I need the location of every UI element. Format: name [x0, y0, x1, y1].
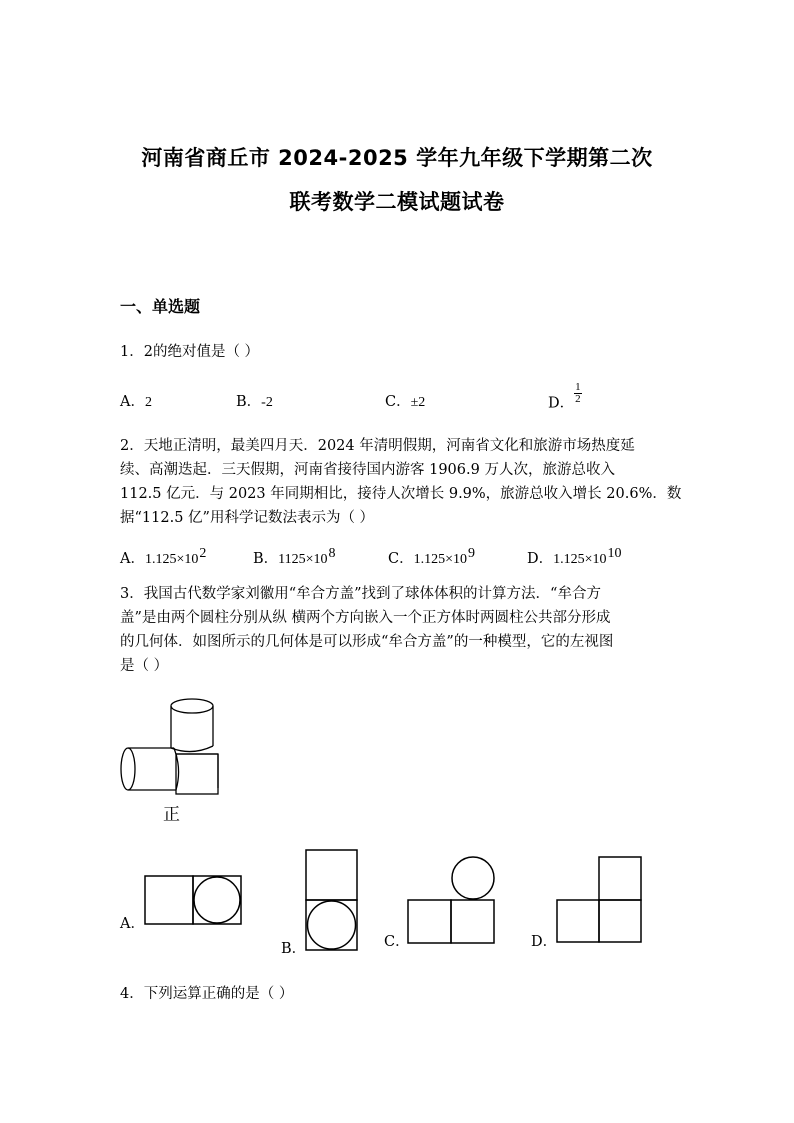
q3-option-b-figure: [305, 849, 359, 953]
q3-option-a-label: A．: [120, 916, 145, 932]
top-cylinder-bottom-arc: [171, 746, 213, 752]
exponent: 10: [607, 546, 622, 561]
option-label: A．: [120, 394, 145, 410]
top-cylinder-top-ellipse: [171, 699, 213, 713]
section-heading: 一、单选题: [120, 297, 201, 316]
square: [193, 876, 241, 924]
square: [557, 900, 599, 942]
circle: [194, 877, 240, 923]
q3-option-c-figure: [407, 856, 497, 946]
option-value: ±2: [410, 395, 426, 410]
option-label: D．: [527, 551, 554, 567]
question-4-text: 4．下列运算正确的是（ ）: [120, 986, 294, 1002]
cube-front-face: [176, 754, 218, 794]
q2-option-d: [527, 546, 622, 568]
square: [408, 900, 451, 943]
page-title-line1: 河南省商丘市 2024-2025 学年九年级下学期第二次: [141, 146, 653, 170]
option-label: C．: [388, 551, 414, 567]
question-3-line: 是（ ）: [120, 658, 169, 674]
option-label: C．: [385, 394, 411, 410]
circle: [308, 901, 356, 949]
option-label: A．: [120, 551, 145, 567]
option-label: D．: [548, 395, 575, 412]
q2-option-a: [120, 546, 206, 568]
option-label: B．: [253, 551, 279, 567]
q3-option-b-label: B．: [281, 941, 307, 957]
question-2-text: [120, 434, 695, 530]
question-2-line: 据“112.5 亿”用科学记数法表示为（ ）: [120, 510, 375, 526]
q1-option-c: [385, 390, 425, 411]
option-value: 1125×10: [278, 552, 328, 567]
circle: [452, 857, 494, 899]
exponent: 9: [468, 546, 476, 561]
square: [145, 876, 193, 924]
q1-option-d: [548, 382, 582, 413]
q3-option-a-figure: [144, 875, 244, 927]
solid-figure: [118, 692, 228, 802]
question-3-line: 的几何体．如图所示的几何体是可以形成“牟合方盖”的一种模型，它的左视图: [120, 634, 614, 650]
page-title-line2: 联考数学二模试题试卷: [289, 190, 505, 214]
square: [306, 850, 357, 900]
option-value: 1.125×10: [144, 552, 199, 567]
q2-option-c: [388, 546, 475, 568]
question-3-text: [120, 582, 695, 678]
option-value: -2: [261, 395, 273, 410]
fraction-denominator: 2: [575, 393, 581, 405]
front-view-label: 正: [163, 805, 180, 825]
square: [599, 900, 641, 942]
question-1-text: 1．2的绝对值是（ ）: [120, 344, 260, 360]
question-2-line: 112.5 亿元．与 2023 年同期相比，接待人次增长 9.9%，旅游总收入增长 20.6%．数: [120, 486, 682, 502]
option-label: B．: [236, 394, 262, 410]
q3-option-c-label: C．: [384, 934, 410, 950]
q1-option-a: [120, 390, 152, 411]
question-3-line: 盖”是由两个圆柱分别从纵 横两个方向嵌入一个正方体时两圆柱公共部分形成: [120, 610, 611, 626]
left-cylinder-end-ellipse: [121, 748, 135, 790]
q2-option-b: [253, 546, 336, 568]
square: [306, 900, 357, 950]
q3-option-d-label: D．: [531, 934, 558, 950]
square: [599, 857, 641, 900]
fraction: [574, 382, 582, 405]
question-2-line: 续、高潮迭起．三天假期，河南省接待国内游客 1906.9 万人次，旅游总收入: [120, 462, 615, 478]
option-value: 1.125×10: [413, 552, 468, 567]
option-value: 2: [144, 395, 152, 410]
question-2-line: 2．天地正清明，最美四月天．2024 年清明假期，河南省文化和旅游市场热度延: [120, 438, 635, 454]
option-value: 1.125×10: [553, 552, 607, 567]
exponent: 2: [199, 546, 207, 561]
square: [451, 900, 494, 943]
fraction-numerator: 1: [575, 381, 581, 393]
q3-option-d-figure: [556, 856, 646, 946]
exponent: 8: [328, 546, 336, 561]
question-3-line: 3．我国古代数学家刘徽用“牟合方盖”找到了球体体积的计算方法．“牟合方: [120, 586, 601, 602]
q1-option-b: [236, 390, 273, 411]
